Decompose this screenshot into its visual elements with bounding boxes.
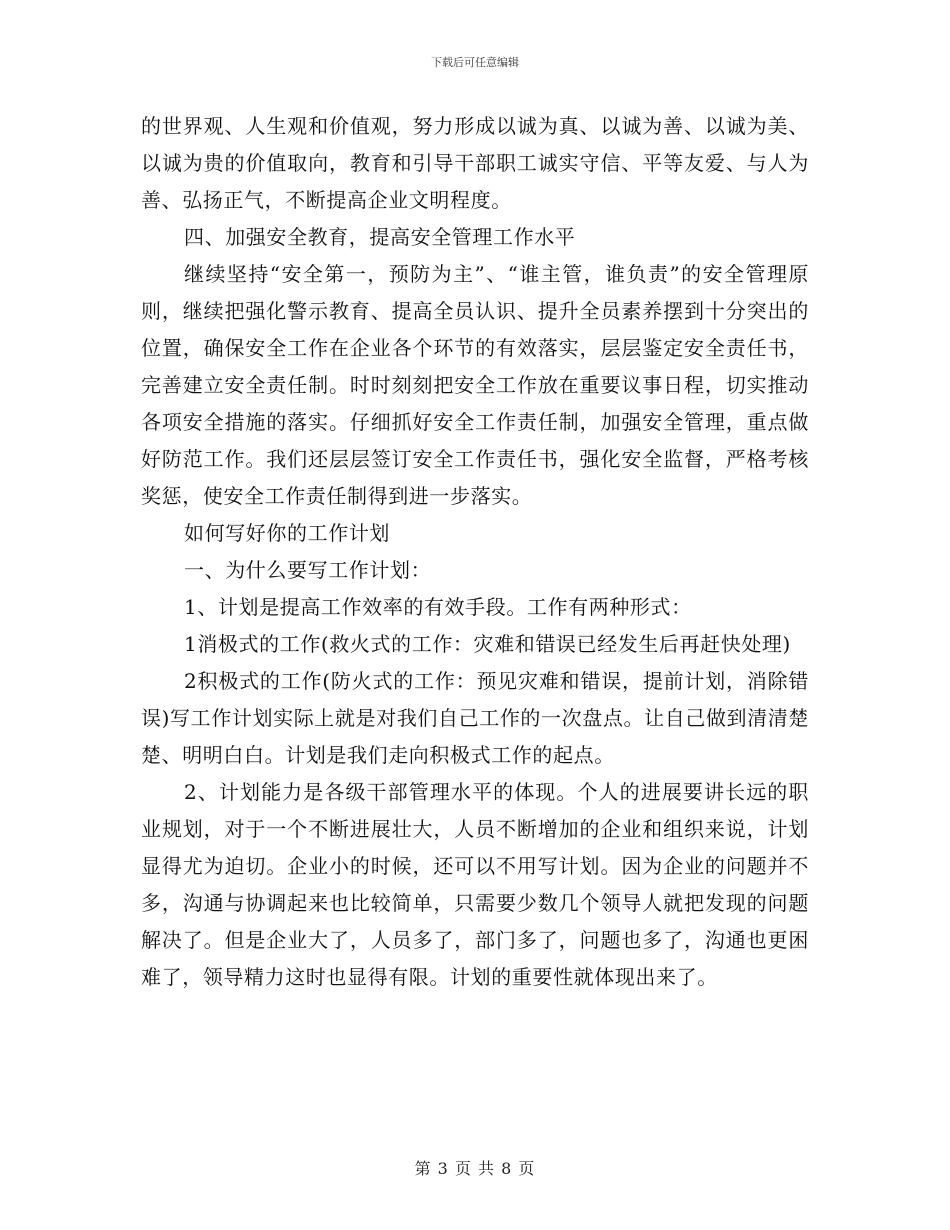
page-number-footer: 第 3 页 共 8 页 <box>414 1159 536 1178</box>
section-heading-1: 一、为什么要写工作计划： <box>184 558 432 582</box>
subtitle-work-plan: 如何写好你的工作计划 <box>184 521 390 545</box>
document-body <box>141 108 809 996</box>
paragraph-1: 的世界观、人生观和价值观，努力形成以诚为真、以诚为善、以诚为美、以诚为贵的价值取向，教育和引导干部职工诚实守信、平等友爱、与人为善、弘扬正气，不断提高企业文明程度。 <box>141 114 809 212</box>
paragraph-passive-work: 1消极式的工作(救火式的工作：灾难和错误已经发生后再赶快处理) <box>184 632 791 656</box>
section-heading-4: 四、加强安全教育，提高安全管理工作水平 <box>184 225 576 249</box>
paragraph-safety: 继续坚持“安全第一，预防为主”、“谁主管，谁负责”的安全管理原则，继续把强化警示教育、提高全员认识、提升全员素养摆到十分突出的位置，确保安全工作在企业各个环节的有效落实，层层鉴定安全责任书，完善建立安全责任制。时时刻刻把安全工作放在重要议事日程，切实推动各项安全措施的落实。仔细抓好安全工作责任制，加强安全管理，重点做好防范工作。我们还层层签订安全工作责任书，强化安全监督，严格考核奖惩，使安全工作责任制得到进一步落实。 <box>141 262 809 508</box>
paragraph-point-2: 2、计划能力是各级干部管理水平的体现。个人的进展要讲长远的职业规划，对于一个不断进展壮大，人员不断增加的企业和组织来说，计划显得尤为迫切。企业小的时候，还可以不用写计划。因为企业的问题并不多，沟通与协调起来也比较简单，只需要少数几个领导人就把发现的问题解决了。但是企业大了，人员多了，部门多了，问题也多了，沟通也更困难了，领导精力这时也显得有限。计划的重要性就体现出来了。 <box>141 780 809 989</box>
paragraph-active-work: 2积极式的工作(防火式的工作：预见灾难和错误，提前计划，消除错误)写工作计划实际上就是对我们自己工作的一次盘点。让自己做到清清楚楚、明明白白。计划是我们走向积极式工作的起点。 <box>141 669 809 767</box>
paragraph-point-1: 1、计划是提高工作效率的有效手段。工作有两种形式： <box>184 595 692 619</box>
page-header: 下载后可任意编辑 <box>431 56 519 69</box>
